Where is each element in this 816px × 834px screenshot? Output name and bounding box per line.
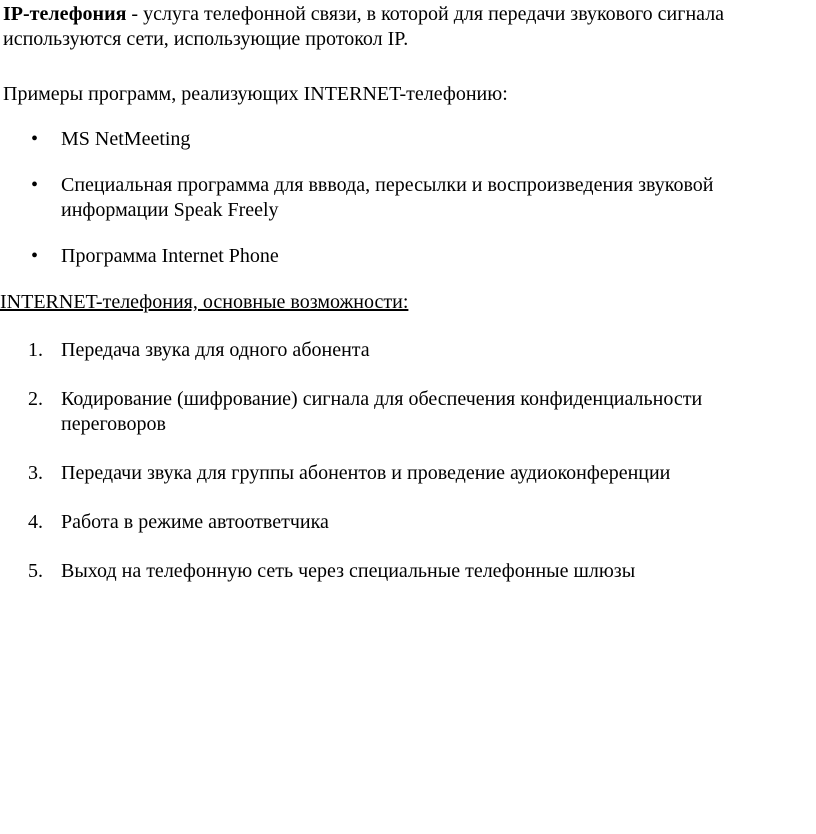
bullet-icon: • [31,128,39,150]
list-item [3,510,803,535]
list-item-text: Передача звука для одного абонента [61,339,370,361]
examples-list [3,127,803,269]
list-item-text: Специальная программа для вввода, пересылки и воспроизведения звуковой информации Speak Freely [61,174,714,221]
capabilities-heading: INTERNET-телефония, основные возможности: [0,291,409,313]
list-item-number: 1. [28,339,43,361]
list-item [3,244,803,269]
list-item-number: 3. [28,462,43,484]
list-item-number: 4. [28,511,43,533]
list-item [3,338,803,363]
list-item [3,559,803,584]
list-item-number: 2. [28,388,43,410]
bullet-icon: • [31,174,39,196]
list-item [3,461,803,486]
list-item [3,127,803,152]
list-item-text: Выход на телефонную сеть через специальные телефонные шлюзы [61,560,636,582]
bullet-icon: • [31,245,39,267]
examples-heading: Примеры программ, реализующих INTERNET-телефонию: [3,83,508,105]
list-item-text: Работа в режиме автоответчика [61,511,329,533]
list-item-number: 5. [28,560,43,582]
intro-paragraph [3,2,803,52]
list-item-text: Программа Internet Phone [61,245,279,267]
list-item [3,387,803,437]
intro-definition: - услуга телефонной связи, в которой для передачи звукового сигнала используются сети, использующие протокол IP. [3,3,725,50]
capabilities-list [3,338,803,584]
list-item-text: Передачи звука для группы абонентов и проведение аудиоконференции [61,462,671,484]
list-item [3,173,803,223]
list-item-text: MS NetMeeting [61,128,191,150]
list-item-text: Кодирование (шифрование) сигнала для обеспечения конфиденциальности переговоров [61,388,703,435]
intro-term: IP-телефония [3,3,127,25]
